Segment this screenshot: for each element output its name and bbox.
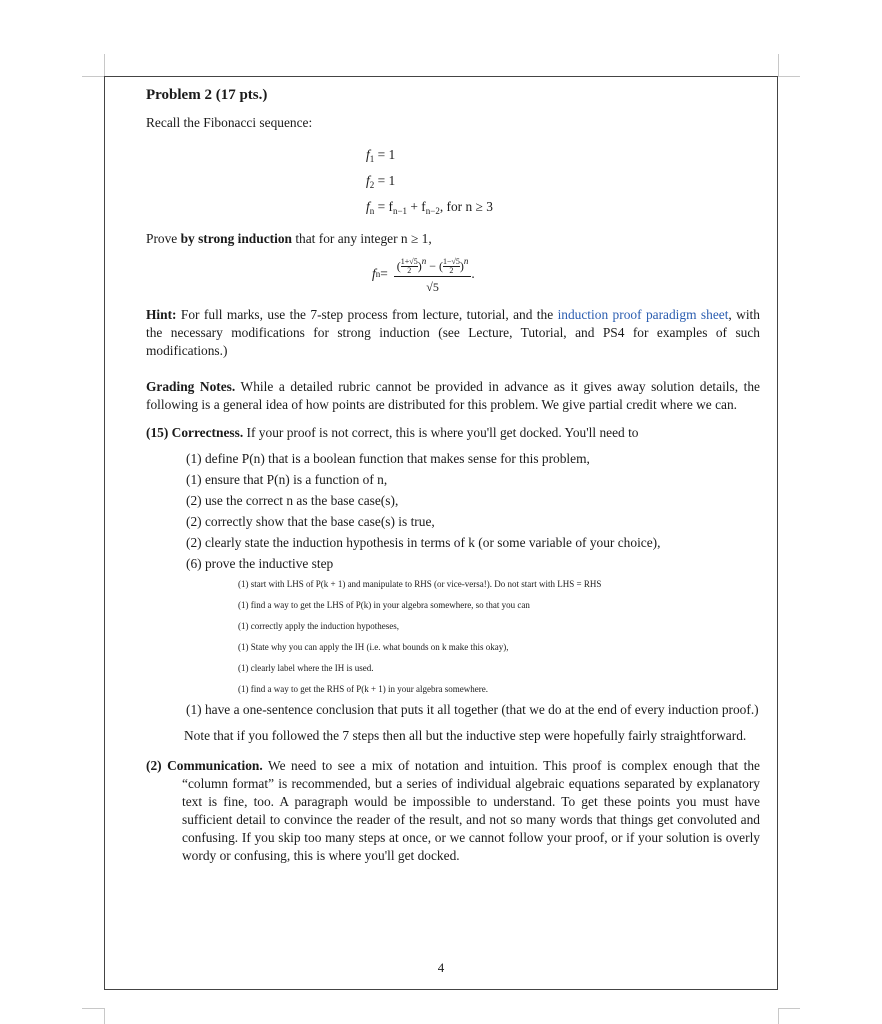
correctness-note: Note that if you followed the 7 steps then all but the inductive step were hopefully fairly straightforward. [184,728,747,743]
equation-f2: $f_2 = 1$ [366,173,396,190]
page-number: 4 [437,960,445,975]
communication-paragraph: (2) Communication. We need to see a mix of notation and intuition. This proof is complex enough that the “column format” is recommended, but a series of individual algebraic equations separated by explanatory text is fine, too. A paragraph would be impossible to understand. To get these points you must have sufficient detail to convince the reader of the result, and not so many words that things get convoluted and confusing. If you skip too many steps at once, or we cannot follow your proof, or if your solution is overly wordy or confusing, this is where you'll get docked. [146,758,760,863]
binet-numerator: ( $\frac{1+√5}{2}$ )$^n$ − ( $\frac{1-√5}{2}$ )$^n$ [394,252,472,278]
problem-title [146,86,760,104]
binet-fraction [394,252,472,297]
crop-mark-top-right-v [778,54,779,76]
grading-notes: Grading Notes. While a detailed rubric cannot be provided in advance as it gives away solution details, the following is a general idea of how points are distributed for this problem. We give partial credit where we can. [146,379,760,412]
hint-paragraph: Hint: For full marks, use the 7-step process from lecture, tutorial, and the induction proof paradigm sheet, with the necessary modifications for strong induction (see Lecture, Tutorial, and PS4 for examples of such modifications.) [146,307,760,358]
list-item: (1) define P(n) that is a boolean function that makes sense for this problem, [186,451,590,466]
list-item: (6) prove the inductive step (1) start with LHS of P(k + 1) and manipulate to RHS (or vice-versa!). Do not start with LHS = RHS (1) find a way to get the LHS of P(k) in your algebra somewhere, so that you can (1) correctly apply the induction hypotheses, (1) State why you can apply the IH (i.e. what bounds on k make this okay), (1) clearly label where the IH is used. (1) find a way to get the RHS of P(k + 1) in your algebra somewhere. [186,555,760,698]
list-item: (2) use the correct n as the base case(s), [186,493,399,508]
intro-text: Recall the Fibonacci sequence: [146,115,313,130]
page-content [146,86,760,865]
sub-list-item: (1) start with LHS of P(k + 1) and manipulate to RHS (or vice-versa!). Do not start with LHS = RHS [238,579,602,589]
binet-denominator: √5 [426,280,439,295]
sub-list-item: (1) correctly apply the induction hypotheses, [238,621,399,631]
list-item: (2) clearly state the induction hypothesis in terms of k (or some variable of your choice), [186,535,661,550]
crop-mark-top-left-h [82,76,104,77]
problem-heading: Problem 2 [146,87,212,103]
correctness-list [186,450,760,719]
sub-list-item: (1) find a way to get the RHS of P(k + 1) in your algebra somewhere. [238,684,489,694]
inductive-step-sublist [212,575,760,698]
crop-mark-bottom-right-h [778,1008,800,1009]
list-item: (1) ensure that P(n) is a function of n, [186,472,388,487]
induction-paradigm-link[interactable]: induction proof paradigm sheet [557,307,729,322]
sub-list-item: (1) clearly label where the IH is used. [238,663,374,673]
list-item: (1) have a one-sentence conclusion that puts it all together (that we do at the end of every induction proof.) [186,702,759,717]
prove-statement: Prove by strong induction that for any integer n ≥ 1, [146,231,432,246]
crop-mark-top-right-h [778,76,800,77]
equation-fn: $f_n = f_{n-1} + f_{n-2}$, for n ≥ 3 [366,199,493,216]
list-item: (2) correctly show that the base case(s) is true, [186,514,435,529]
sub-list-item: (1) find a way to get the LHS of P(k) in your algebra somewhere, so that you can [238,600,530,610]
crop-mark-bottom-left-h [82,1008,104,1009]
problem-points: (17 pts.) [215,87,268,103]
equation-f1: $f_1 = 1$ [366,147,396,164]
sub-list-item: (1) State why you can apply the IH (i.e. what bounds on k make this okay), [238,642,509,652]
crop-mark-bottom-right-v [778,1008,779,1024]
correctness-heading: (15) Correctness. If your proof is not correct, this is where you'll get docked. You'll need to [146,425,639,440]
crop-mark-bottom-left-v [104,1008,105,1024]
fibonacci-definition [366,144,760,222]
crop-mark-top-left-v [104,54,105,76]
binet-formula: f n = ( $\frac{1+√5}{2}$ )$^n$ − ( $\frac{1-√5}{2}$ )$^n$ √5 . [372,254,760,294]
